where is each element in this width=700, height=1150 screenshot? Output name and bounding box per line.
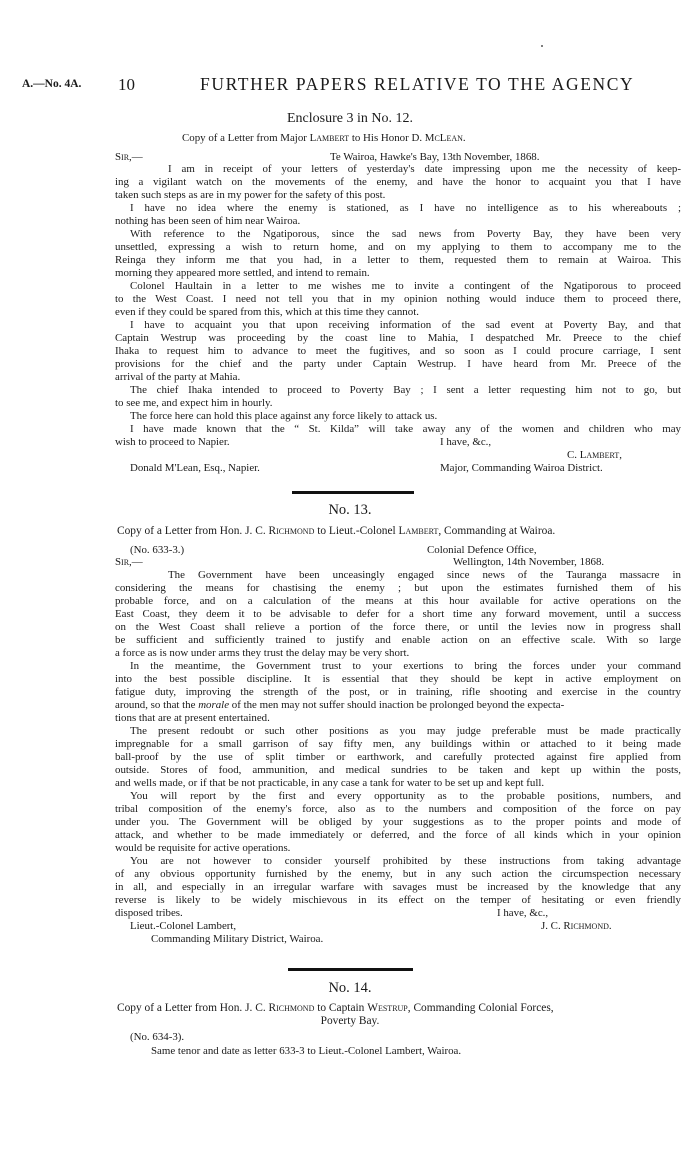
place-date: Te Wairoa, Hawke's Bay, 13th November, 1868.	[330, 151, 540, 163]
salutation: Sir,—	[115, 151, 143, 163]
text-line: I have no idea where the enemy is stationed, as I have no intelligence as to his whereabouts ;	[130, 202, 681, 214]
text-line: in all, and especially in an irregular warfare with savages must be increased by the knowledge that any	[115, 881, 681, 893]
text-line: You will report by the first and every opportunity as to the probable positions, numbers, and	[130, 790, 681, 802]
text-line: I am in receipt of your letters of yesterday's date impressing upon me the necessity of keep-	[168, 163, 681, 175]
text-line: In the meantime, the Government trust to your exertions to bring the forces under your command	[130, 660, 681, 672]
letter-caption-line-2: Poverty Bay.	[320, 1015, 380, 1027]
text-line: around, so that the morale of the men may not suffer should inaction be prolonged beyond the expecta-	[115, 699, 565, 711]
text-line: would be requisite for active operations.	[115, 842, 291, 854]
text-line: considering the means for chastising the enemy ; but upon the estimates furnished them of his	[115, 582, 681, 594]
text-line: even if they could be spared from this, which at this time they cannot.	[115, 306, 419, 318]
letter-reference: (No. 634-3).	[130, 1031, 185, 1043]
signature-title: Major, Commanding Wairoa District.	[440, 462, 603, 474]
text-line: The force here can hold this place against any force likely to attack us.	[130, 410, 438, 422]
addressee-line-2: Commanding Military District, Wairoa.	[151, 933, 324, 945]
signature: C. Lambert,	[567, 449, 622, 461]
text-line: to see me, and expect him in hourly.	[115, 397, 273, 409]
addressee: Lieut.-Colonel Lambert,	[130, 920, 237, 932]
text-line: disposed tribes.	[115, 907, 183, 919]
text-line: under you. The Government will be obliged by your suggestions as to the proper points and mode of	[115, 816, 681, 828]
text-line: With reference to the Ngatiporous, since the sad news from Poverty Bay, they have been very	[130, 228, 681, 240]
running-title: FURTHER PAPERS RELATIVE TO THE AGENCY	[200, 74, 635, 94]
text-line: I have to acquaint you that upon receiving information of the sad event at Poverty Bay, and that	[130, 319, 681, 331]
text-line: of any obvious opportunity furnished by the enemy, but in any such action the circumspection necessary	[115, 868, 681, 880]
addressee: Donald M'Lean, Esq., Napier.	[130, 462, 260, 474]
letter-caption: Copy of a Letter from Major Lambert to His Honor D. McLean.	[182, 132, 466, 144]
section-heading: No. 13.	[328, 502, 372, 518]
text-line: Captain Westrup was proceeding by the coast line to Mahia, I despatched Mr. Preece to the chief	[115, 332, 681, 344]
text-line: impregnable for a small garrison of say fifty men, any buildings within or attached to it being made	[115, 738, 681, 750]
signature: J. C. Richmond.	[541, 920, 612, 932]
text-line: arrival of the party at Mahia.	[115, 371, 241, 383]
text-line: on the West Coast shall relieve a portion of the force there, or until the levies now in progress shall	[115, 621, 681, 633]
text-line: and wells made, or if that be not practicable, in any case a tank for water to be set up and kept full.	[115, 777, 545, 789]
text-line: You are not however to consider yourself prohibited by these instructions from taking advantage	[130, 855, 681, 867]
document-reference: A.—No. 4A.	[22, 78, 82, 90]
text-line: attack, and whether to be made immediately or deferred, and the force of all kinds which in your opinion	[115, 829, 681, 841]
text-line: morning they appeared more settled, and intend to remain.	[115, 267, 370, 279]
closing: I have, &c.,	[440, 436, 492, 448]
text-line: Colonel Haultain in a letter to me wishes me to invite a contingent of the Ngatiporous to proceed	[130, 280, 681, 292]
section-heading: Enclosure 3 in No. 12.	[287, 111, 413, 126]
salutation: Sir,—	[115, 556, 143, 568]
text-line: into the best possible discipline. It is essential that they should be kept in active employment on	[115, 673, 681, 685]
office: Colonial Defence Office,	[427, 544, 537, 556]
text-line: tions that are at present entertained.	[115, 712, 270, 724]
text-line: Reinga they inform me that you had, in a letter to them, requested them to remain at Wairoa. This	[115, 254, 681, 266]
text-line: East Coast, they deem it to be advisable to defer for a short time any forward movement, until a success	[115, 608, 681, 620]
text-line: Ihaka to request him to advance to meet the fugitives, and so soon as I could procure carriage, I sent	[115, 345, 681, 357]
text-line: unsettled, expressing a wish to return home, and on my applying to them to accompany me to the	[115, 241, 681, 253]
text-line: The chief Ihaka intended to proceed to Poverty Bay ; I sent a letter requesting him not to go, but	[130, 384, 681, 396]
text-line: ball-proof by the use of split timber or earthwork, and carefully protected against fire applied from	[115, 751, 681, 763]
text-line: probable force, and on a calculation of the means at this hour available for active operations on the	[115, 595, 681, 607]
place-date: Wellington, 14th November, 1868.	[453, 556, 605, 568]
letter-caption: Copy of a Letter from Hon. J. C. Richmond to Lieut.-Colonel Lambert, Commanding at Wairoa.	[117, 525, 556, 537]
text-line: be sufficient and sufficiently trained to justify and enable action on an effective scale. With so large	[115, 634, 681, 646]
text-line: The Government have been unceasingly engaged since news of the Tauranga massacre in	[168, 569, 681, 581]
page-header	[22, 74, 682, 98]
text-line: nothing has been seen of him near Wairoa.	[115, 215, 301, 227]
text-line: provisions for the chief and the party under Captain Westrup. I have heard from Mr. Preece of the	[115, 358, 681, 370]
text-line: tribal composition of the enemy's force, also as to the numbers and composition of the force on pay	[115, 803, 681, 815]
text-line: to the West Coast. I need not tell you that in my opinion nothing would induce them to proceed there,	[115, 293, 681, 305]
text-line: The present redoubt or such other positions as you may judge preferable must be made practically	[130, 725, 681, 737]
section-heading: No. 14.	[328, 980, 372, 996]
text-line: taken such steps as are in my power for the safety of this post.	[115, 189, 386, 201]
page-number: 10	[118, 75, 135, 94]
text-line: I have made known that the “ St. Kilda” will take away any of the women and children who may	[130, 423, 681, 435]
letter-caption: Copy of a Letter from Hon. J. C. Richmond to Captain Westrup, Commanding Colonial Forces,	[117, 1002, 554, 1014]
speck	[541, 45, 543, 47]
closing: I have, &c.,	[497, 907, 549, 919]
text-line: ing a vigilant watch on the movements of the enemy, and have the honor to acquaint you that I have	[115, 176, 681, 188]
section-divider	[288, 968, 413, 971]
text-line: fatigue duty, improving the strength of the post, or in training, rifle shooting and exercise in the country	[115, 686, 681, 698]
text-line: Same tenor and date as letter 633-3 to Lieut.-Colonel Lambert, Wairoa.	[151, 1045, 462, 1057]
letter-reference: (No. 633-3.)	[130, 544, 185, 556]
text-line: a force as is now under arms they trust the delay may be very short.	[115, 647, 410, 659]
text-line: wish to proceed to Napier.	[115, 436, 230, 448]
section-divider	[292, 491, 414, 494]
text-line: reverse is likely to be widely mischievous in its effect on the temper of hesitating or even friendly	[115, 894, 681, 906]
text-line: outside. Stores of food, ammunition, and medical sundries to be taken and kept up within the posts,	[115, 764, 681, 776]
